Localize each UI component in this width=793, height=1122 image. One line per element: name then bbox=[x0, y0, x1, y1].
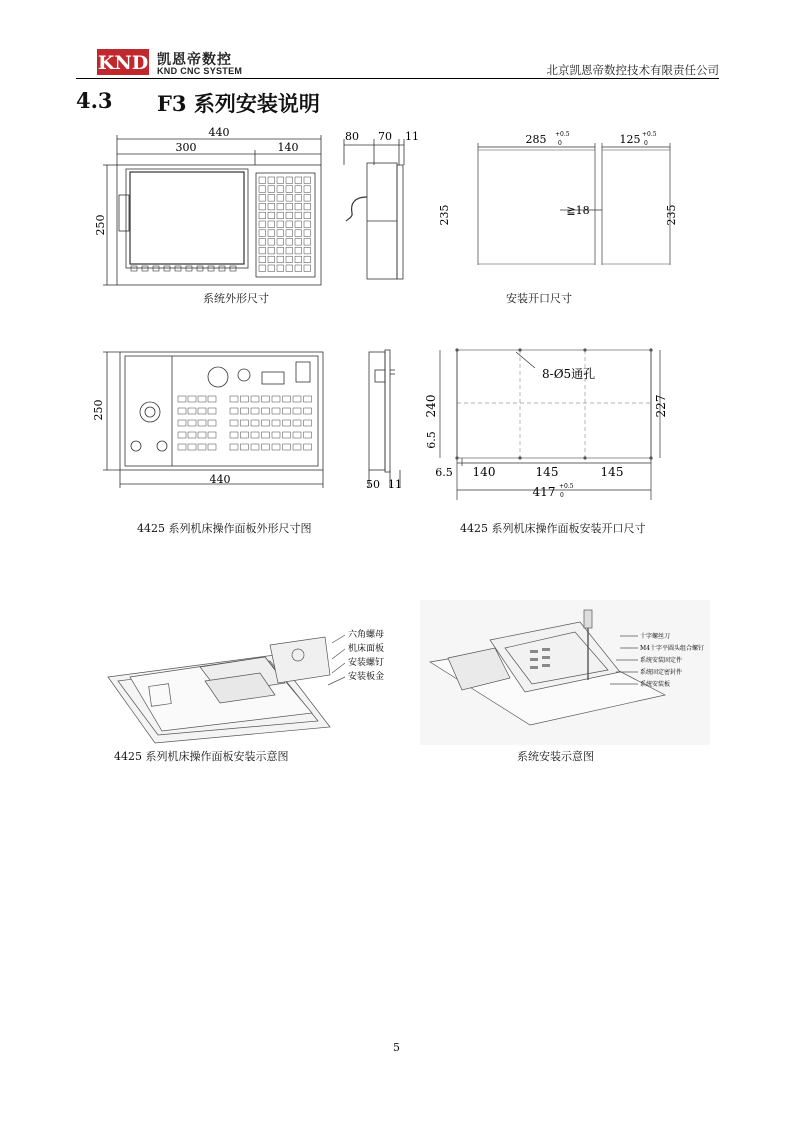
dim-140: 140 bbox=[277, 141, 299, 154]
key bbox=[304, 186, 311, 193]
dim-285: 285 bbox=[525, 133, 547, 146]
key bbox=[277, 177, 284, 184]
tol0-417: 0 bbox=[560, 492, 564, 499]
key bbox=[188, 432, 196, 438]
key bbox=[277, 203, 284, 210]
dim-417: 417 bbox=[532, 485, 556, 499]
key bbox=[293, 420, 301, 426]
key bbox=[295, 230, 302, 237]
key bbox=[277, 221, 284, 228]
caption-panel-install: 4425 系列机床操作面板安装示意图 bbox=[114, 750, 289, 763]
label-machine-panel: 机床面板 bbox=[348, 644, 385, 654]
key bbox=[304, 212, 311, 219]
key bbox=[293, 444, 301, 450]
key bbox=[295, 195, 302, 202]
key bbox=[295, 177, 302, 184]
key bbox=[304, 432, 312, 438]
dim-440-panel: 440 bbox=[209, 473, 231, 486]
key bbox=[283, 408, 291, 414]
key bbox=[272, 408, 280, 414]
fig-panel-side bbox=[355, 340, 415, 495]
key bbox=[286, 212, 293, 219]
key bbox=[304, 221, 311, 228]
fig-system-outline bbox=[90, 125, 330, 290]
key bbox=[286, 221, 293, 228]
key bbox=[198, 432, 206, 438]
key bbox=[198, 420, 206, 426]
dim-11-panel: 11 bbox=[388, 478, 402, 491]
key bbox=[208, 432, 216, 438]
fig-system-side bbox=[330, 125, 420, 290]
key bbox=[198, 396, 206, 402]
caption-system-outline: 系统外形尺寸 bbox=[203, 292, 269, 305]
key bbox=[272, 444, 280, 450]
key bbox=[188, 396, 196, 402]
key bbox=[268, 265, 275, 272]
tol0-285: 0 bbox=[558, 140, 562, 147]
key bbox=[295, 212, 302, 219]
key bbox=[293, 408, 301, 414]
dim-6-5-v: 6.5 bbox=[425, 431, 438, 449]
key bbox=[259, 221, 266, 228]
key bbox=[208, 420, 216, 426]
key bbox=[178, 444, 186, 450]
key bbox=[259, 247, 266, 254]
key bbox=[277, 239, 284, 246]
key bbox=[286, 203, 293, 210]
label-hex-nut: 六角螺母 bbox=[348, 630, 385, 640]
key bbox=[251, 420, 259, 426]
key bbox=[188, 420, 196, 426]
dim-140-cut: 140 bbox=[472, 465, 496, 479]
key bbox=[251, 444, 259, 450]
dim-235-left: 235 bbox=[438, 204, 451, 226]
dim-gap: ≧18 bbox=[566, 204, 590, 217]
dim-300: 300 bbox=[175, 141, 197, 154]
key bbox=[241, 420, 249, 426]
key bbox=[259, 195, 266, 202]
key bbox=[277, 256, 284, 263]
key bbox=[277, 212, 284, 219]
key bbox=[304, 239, 311, 246]
dim-50: 50 bbox=[366, 478, 380, 491]
key bbox=[286, 177, 293, 184]
key bbox=[178, 432, 186, 438]
key bbox=[241, 408, 249, 414]
key bbox=[295, 265, 302, 272]
key bbox=[259, 212, 266, 219]
key bbox=[259, 177, 266, 184]
key bbox=[230, 432, 238, 438]
label-fix-part: 系统安装固定件 bbox=[640, 657, 683, 664]
key bbox=[295, 247, 302, 254]
key bbox=[259, 239, 266, 246]
key bbox=[230, 396, 238, 402]
key bbox=[304, 396, 312, 402]
key bbox=[277, 195, 284, 202]
dim-240: 240 bbox=[424, 394, 438, 418]
key bbox=[268, 230, 275, 237]
key bbox=[295, 221, 302, 228]
dim-440: 440 bbox=[208, 126, 230, 139]
key bbox=[251, 408, 259, 414]
key bbox=[262, 432, 270, 438]
key bbox=[283, 396, 291, 402]
fig-panel-outline bbox=[90, 340, 330, 495]
key bbox=[295, 239, 302, 246]
dim-hole: 8-Ø5通孔 bbox=[542, 367, 596, 381]
key bbox=[188, 408, 196, 414]
key bbox=[259, 256, 266, 263]
label-mount-plate: 安装板金 bbox=[348, 672, 385, 682]
key bbox=[208, 408, 216, 414]
key bbox=[268, 186, 275, 193]
key bbox=[198, 444, 206, 450]
key bbox=[241, 396, 249, 402]
dim-80: 80 bbox=[345, 130, 359, 143]
fig-panel-cutout bbox=[420, 340, 670, 500]
label-mount-screw: 安装螺钉 bbox=[348, 658, 385, 668]
key bbox=[198, 408, 206, 414]
key bbox=[286, 239, 293, 246]
label-seal: 系统固定密封件 bbox=[640, 669, 683, 676]
key bbox=[178, 420, 186, 426]
fig-panel-install bbox=[100, 615, 420, 745]
key bbox=[286, 230, 293, 237]
key bbox=[304, 195, 311, 202]
dim-70: 70 bbox=[378, 130, 392, 143]
company-name: 北京凯恩帝数控技术有限责任公司 bbox=[546, 63, 719, 77]
key bbox=[178, 408, 186, 414]
key bbox=[262, 408, 270, 414]
key bbox=[208, 444, 216, 450]
dim-227: 227 bbox=[654, 394, 668, 418]
key bbox=[259, 186, 266, 193]
dim-250: 250 bbox=[94, 214, 107, 236]
dim-145-a: 145 bbox=[535, 465, 559, 479]
key bbox=[272, 420, 280, 426]
caption-install-cutout: 安装开口尺寸 bbox=[506, 292, 572, 305]
key bbox=[304, 203, 311, 210]
dim-6-5-h: 6.5 bbox=[435, 466, 453, 479]
key bbox=[304, 265, 311, 272]
dim-125: 125 bbox=[619, 133, 641, 146]
tol-417: +0.5 bbox=[559, 483, 574, 490]
logo-text: KND bbox=[97, 52, 149, 74]
key bbox=[259, 230, 266, 237]
key bbox=[241, 444, 249, 450]
key bbox=[262, 444, 270, 450]
page-number: 5 bbox=[393, 1041, 400, 1054]
key bbox=[304, 444, 312, 450]
key bbox=[293, 432, 301, 438]
key bbox=[251, 396, 259, 402]
key bbox=[304, 177, 311, 184]
key bbox=[272, 432, 280, 438]
key bbox=[230, 444, 238, 450]
key bbox=[283, 444, 291, 450]
key bbox=[268, 239, 275, 246]
key bbox=[304, 420, 312, 426]
key bbox=[268, 203, 275, 210]
key bbox=[304, 256, 311, 263]
caption-system-install: 系统安装示意图 bbox=[517, 750, 594, 763]
key bbox=[277, 186, 284, 193]
fig-install-cutout bbox=[430, 125, 710, 290]
key bbox=[230, 408, 238, 414]
key bbox=[208, 396, 216, 402]
tol0-125: 0 bbox=[644, 140, 648, 147]
key bbox=[283, 432, 291, 438]
key bbox=[241, 432, 249, 438]
key bbox=[188, 444, 196, 450]
key bbox=[268, 256, 275, 263]
dim-145-b: 145 bbox=[600, 465, 624, 479]
key bbox=[277, 265, 284, 272]
dim-11: 11 bbox=[405, 130, 419, 143]
key bbox=[259, 265, 266, 272]
key bbox=[272, 396, 280, 402]
key bbox=[230, 420, 238, 426]
key bbox=[262, 396, 270, 402]
key bbox=[268, 247, 275, 254]
key bbox=[268, 177, 275, 184]
dim-235-right: 235 bbox=[665, 204, 678, 226]
tol-125: +0.5 bbox=[642, 131, 657, 138]
key bbox=[268, 212, 275, 219]
key bbox=[262, 420, 270, 426]
key bbox=[286, 195, 293, 202]
key bbox=[259, 203, 266, 210]
label-install-plate: 系统安装板 bbox=[640, 681, 671, 688]
key bbox=[178, 396, 186, 402]
section-number: 4.3 bbox=[76, 88, 113, 113]
key bbox=[295, 256, 302, 263]
key bbox=[286, 247, 293, 254]
key bbox=[277, 230, 284, 237]
key bbox=[268, 195, 275, 202]
key bbox=[251, 432, 259, 438]
label-m4-screw: M4十字平圆头组合螺钉 bbox=[640, 645, 704, 652]
label-screwdriver: 十字螺丝刀 bbox=[640, 633, 671, 640]
brand-en: KND CNC SYSTEM bbox=[157, 66, 243, 76]
header-rule bbox=[76, 78, 719, 79]
caption-panel-cutout: 4425 系列机床操作面板安装开口尺寸 bbox=[460, 522, 646, 535]
key bbox=[283, 420, 291, 426]
caption-panel-outline: 4425 系列机床操作面板外形尺寸图 bbox=[137, 522, 312, 535]
knd-logo-icon bbox=[97, 49, 149, 75]
fig-system-install bbox=[420, 600, 710, 745]
key bbox=[304, 247, 311, 254]
key bbox=[268, 221, 275, 228]
key bbox=[295, 203, 302, 210]
section-title: F3 系列安装说明 bbox=[157, 91, 320, 116]
key bbox=[293, 396, 301, 402]
key bbox=[286, 265, 293, 272]
key bbox=[304, 230, 311, 237]
key bbox=[286, 256, 293, 263]
key bbox=[295, 186, 302, 193]
dim-250-panel: 250 bbox=[92, 399, 105, 421]
brand-cn: 凯恩帝数控 bbox=[157, 52, 232, 68]
tol-285: +0.5 bbox=[555, 131, 570, 138]
key bbox=[277, 247, 284, 254]
key bbox=[286, 186, 293, 193]
key bbox=[304, 408, 312, 414]
